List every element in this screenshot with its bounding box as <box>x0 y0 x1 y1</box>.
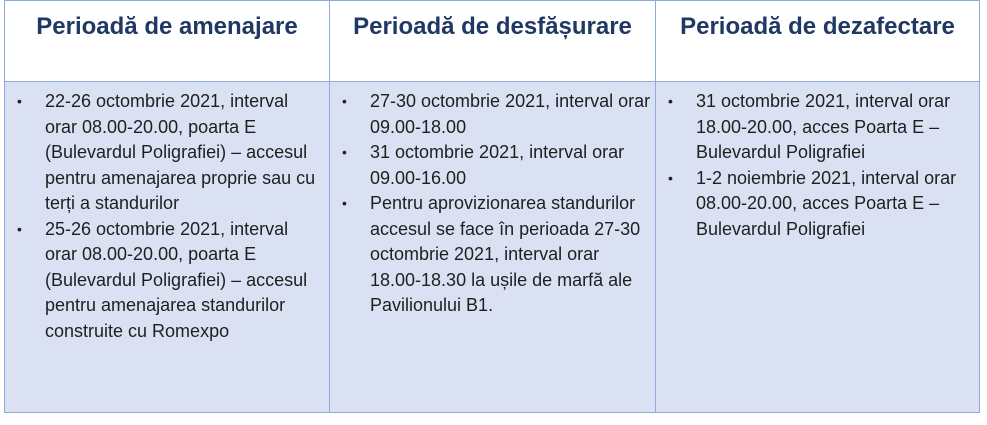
bullet-dot-icon: • <box>342 144 347 160</box>
list-item-text: 31 octombrie 2021, interval orar 09.00-16.00 <box>370 142 625 188</box>
bullet-dot-icon: • <box>17 93 22 109</box>
list-item-text: 22-26 octombrie 2021, interval orar 08.00-20.00, poarta E (Bulevardul Poligrafiei) – accesul pentru amenajarea proprie sau cu terți a standurilor <box>45 91 316 213</box>
list-item <box>338 191 651 319</box>
header-dezafectare: Perioadă de dezafectare <box>656 1 980 82</box>
bullet-dot-icon: • <box>342 195 347 211</box>
schedule-table <box>4 0 980 413</box>
bullet-list-amenajare <box>13 89 325 344</box>
header-row <box>5 1 980 82</box>
list-item-text: Pentru aprovizionarea standurilor accesul se face în perioada 27-30 octombrie 2021, interval orar 18.00-18.30 la ușile de marfă ale Pavilionului B1. <box>370 193 641 315</box>
cell-amenajare <box>5 82 330 413</box>
list-item <box>13 89 325 217</box>
bullet-list-desfasurare <box>338 89 651 319</box>
list-item-text: 25-26 octombrie 2021, interval orar 08.00-20.00, poarta E (Bulevardul Poligrafiei) – accesul pentru amenajarea standurilor construite cu Romexpo <box>45 218 308 341</box>
list-item <box>338 89 651 140</box>
bullet-dot-icon: • <box>342 93 347 109</box>
list-item-text: 31 octombrie 2021, interval orar 18.00-20.00, acces Poarta E – Bulevardul Poligrafiei <box>696 91 951 162</box>
cell-dezafectare <box>656 82 980 413</box>
cell-desfasurare <box>330 82 656 413</box>
header-amenajare: Perioadă de amenajare <box>5 1 330 82</box>
bullet-dot-icon: • <box>17 220 22 237</box>
bullet-dot-icon: • <box>668 169 673 186</box>
bullet-list-dezafectare <box>664 89 975 242</box>
body-row <box>5 82 980 413</box>
list-item-text: 27-30 octombrie 2021, interval orar 09.00-18.00 <box>370 91 651 137</box>
list-item <box>664 89 975 166</box>
header-desfasurare: Perioadă de desfășurare <box>330 1 656 82</box>
list-item <box>338 140 651 191</box>
list-item <box>664 166 975 243</box>
list-item-text: 1-2 noiembrie 2021, interval orar 08.00-20.00, acces Poarta E – Bulevardul Poligrafiei <box>696 167 957 239</box>
list-item <box>13 217 325 345</box>
bullet-dot-icon: • <box>668 93 673 109</box>
